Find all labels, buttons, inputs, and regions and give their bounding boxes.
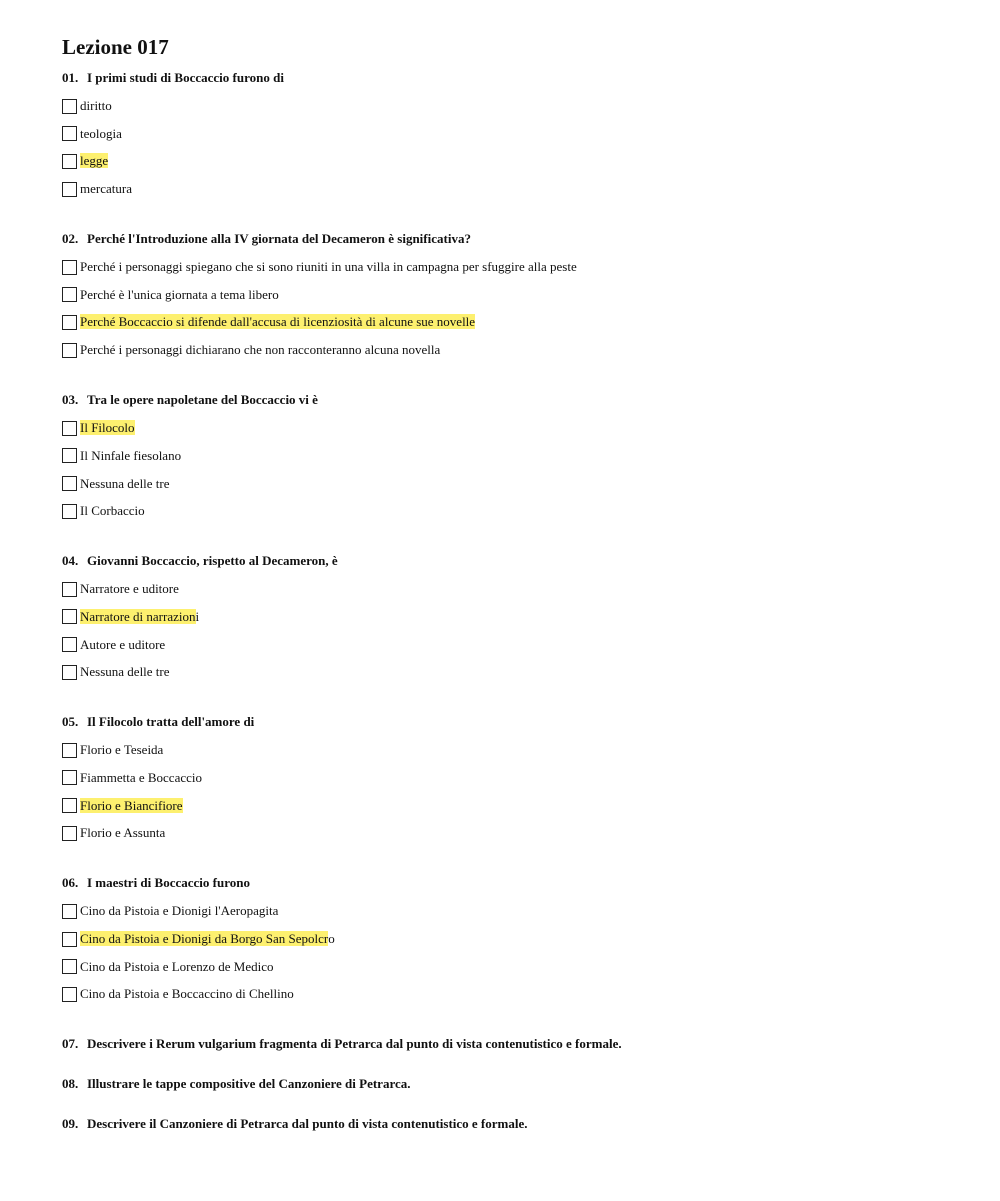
- answer-label: [80, 609, 199, 625]
- question-01: [62, 70, 962, 197]
- answer-option[interactable]: [62, 903, 962, 919]
- answer-label: [80, 798, 183, 814]
- answer-option[interactable]: [62, 931, 962, 947]
- answer-option[interactable]: [62, 798, 962, 814]
- answer-option[interactable]: [62, 637, 962, 653]
- answer-checkbox[interactable]: [62, 315, 77, 330]
- answer-label: [80, 664, 170, 680]
- question-heading: [62, 1116, 962, 1132]
- answer-label: [80, 259, 577, 275]
- answer-text: o: [328, 931, 335, 946]
- answer-option[interactable]: [62, 314, 962, 330]
- answer-option[interactable]: [62, 770, 962, 786]
- document-page: [62, 34, 962, 1156]
- question-number: 06.: [62, 875, 79, 891]
- answer-text: i: [195, 608, 200, 624]
- question-number: 01.: [62, 70, 79, 85]
- highlighted-answer-text: Perché Boccaccio si difende dall'accusa di licenziosità di alcune sue novelle: [80, 314, 476, 330]
- question-08: [62, 1076, 962, 1092]
- question-number: 03.: [62, 392, 79, 408]
- answer-checkbox[interactable]: [62, 182, 77, 197]
- answer-text: Autore e uditore: [80, 636, 166, 652]
- answer-checkbox[interactable]: [62, 260, 77, 275]
- answer-label: [80, 742, 163, 758]
- answer-option[interactable]: [62, 476, 962, 492]
- answer-option[interactable]: [62, 259, 962, 275]
- question-heading: [62, 1036, 962, 1052]
- answer-text: Cino da Pistoia e Dionigi l'Aeropagita: [80, 903, 279, 919]
- answer-label: [80, 126, 122, 142]
- answer-option[interactable]: [62, 420, 962, 436]
- answer-text: diritto: [80, 98, 112, 113]
- question-02: [62, 231, 962, 358]
- answer-checkbox[interactable]: [62, 421, 77, 436]
- answer-label: [80, 959, 274, 975]
- answer-label: [80, 581, 179, 597]
- answer-text: Cino da Pistoia e Lorenzo de Medico: [80, 958, 274, 974]
- answer-label: [80, 98, 112, 114]
- answer-checkbox[interactable]: [62, 904, 77, 919]
- question-number: 02.: [62, 231, 79, 247]
- answer-text: mercatura: [80, 181, 132, 197]
- question-number: 04.: [62, 553, 79, 569]
- question-04: [62, 553, 962, 680]
- answer-label: [80, 181, 132, 197]
- question-heading: [62, 714, 962, 730]
- question-text: Tra le opere napoletane del Boccaccio vi è: [87, 392, 318, 408]
- answer-option[interactable]: [62, 609, 962, 625]
- answer-text: Nessuna delle tre: [80, 475, 170, 491]
- question-text: Giovanni Boccaccio, rispetto al Decameron, è: [87, 553, 338, 569]
- question-text: Illustrare le tappe compositive del Canzoniere di Petrarca.: [87, 1076, 411, 1092]
- highlighted-answer-text: legge: [80, 153, 109, 169]
- question-number: 05.: [62, 714, 79, 730]
- answer-checkbox[interactable]: [62, 987, 77, 1002]
- answer-checkbox[interactable]: [62, 343, 77, 358]
- answer-label: [80, 153, 108, 169]
- answer-text: teologia: [80, 125, 122, 141]
- answer-checkbox[interactable]: [62, 287, 77, 302]
- answer-option[interactable]: [62, 287, 962, 303]
- answer-label: [80, 986, 294, 1002]
- answer-checkbox[interactable]: [62, 798, 77, 813]
- question-text: Il Filocolo tratta dell'amore di: [87, 714, 255, 730]
- answer-label: [80, 287, 279, 303]
- answer-option[interactable]: [62, 742, 962, 758]
- answer-option[interactable]: [62, 986, 962, 1002]
- answer-checkbox[interactable]: [62, 126, 77, 141]
- question-text: I maestri di Boccaccio furono: [87, 875, 250, 891]
- answer-checkbox[interactable]: [62, 504, 77, 519]
- answer-text: Perché i personaggi dichiarano che non racconteranno alcuna novella: [80, 342, 441, 358]
- answer-text: Perché è l'unica giornata a tema libero: [80, 286, 279, 302]
- answer-label: [80, 420, 135, 436]
- answer-option[interactable]: [62, 664, 962, 680]
- answer-option[interactable]: [62, 503, 962, 519]
- question-09: [62, 1116, 962, 1132]
- answer-checkbox[interactable]: [62, 932, 77, 947]
- question-heading: [62, 1076, 962, 1092]
- page-title: Lezione 017: [62, 35, 169, 59]
- answer-label: [80, 476, 170, 492]
- answer-text: Cino da Pistoia e Boccaccino di Chellino: [80, 986, 294, 1002]
- answer-checkbox[interactable]: [62, 743, 77, 758]
- answer-checkbox[interactable]: [62, 448, 77, 463]
- answer-checkbox[interactable]: [62, 770, 77, 785]
- answer-text: Perché i personaggi spiegano che si sono riuniti in una villa in campagna per sfuggire alla peste: [80, 259, 577, 275]
- answer-checkbox[interactable]: [62, 637, 77, 652]
- answer-label: [80, 503, 145, 519]
- highlighted-answer-text: Il Filocolo: [80, 420, 135, 436]
- question-heading: [62, 553, 962, 569]
- question-text: Perché l'Introduzione alla IV giornata del Decameron è significativa?: [87, 231, 471, 247]
- answer-option[interactable]: [62, 448, 962, 464]
- answer-option[interactable]: [62, 825, 962, 841]
- answer-checkbox[interactable]: [62, 609, 77, 624]
- answer-checkbox[interactable]: [62, 476, 77, 491]
- question-text: I primi studi di Boccaccio furono di: [87, 70, 284, 85]
- question-heading: [62, 392, 962, 408]
- highlighted-answer-text: Narratore di narrazion: [80, 608, 196, 624]
- answer-label: [80, 314, 475, 330]
- answer-label: [80, 903, 278, 919]
- question-text: Descrivere il Canzoniere di Petrarca dal punto di vista contenutistico e formale.: [87, 1116, 528, 1132]
- answer-text: Narratore e uditore: [80, 581, 179, 597]
- question-06: [62, 875, 962, 1002]
- answer-checkbox[interactable]: [62, 826, 77, 841]
- question-heading: [62, 231, 962, 247]
- answer-text: Nessuna delle tre: [80, 664, 170, 680]
- question-list: [62, 70, 962, 1132]
- answer-label: [80, 825, 165, 841]
- answer-label: [80, 637, 165, 653]
- question-05: [62, 714, 962, 841]
- answer-checkbox[interactable]: [62, 99, 77, 114]
- answer-option[interactable]: [62, 181, 962, 197]
- answer-checkbox[interactable]: [62, 665, 77, 680]
- question-07: [62, 1036, 962, 1052]
- question-number: 09.: [62, 1116, 79, 1132]
- question-03: [62, 392, 962, 519]
- answer-option[interactable]: [62, 126, 962, 142]
- question-number: 08.: [62, 1076, 79, 1092]
- answer-label: [80, 342, 440, 358]
- answer-label: [80, 931, 335, 947]
- answer-option[interactable]: [62, 342, 962, 358]
- highlighted-answer-text: Florio e Biancifiore: [80, 797, 183, 813]
- question-heading: [62, 70, 962, 86]
- answer-label: [80, 448, 181, 464]
- answer-text: Florio e Teseida: [80, 742, 164, 758]
- answer-option[interactable]: [62, 581, 962, 597]
- answer-checkbox[interactable]: [62, 154, 77, 169]
- question-number: 07.: [62, 1036, 79, 1052]
- answer-option[interactable]: [62, 959, 962, 975]
- answer-label: [80, 770, 202, 786]
- answer-option[interactable]: [62, 153, 962, 169]
- question-heading: [62, 875, 962, 891]
- answer-option[interactable]: [62, 98, 962, 114]
- answer-text: Il Ninfale fiesolano: [80, 447, 182, 463]
- answer-text: Fiammetta e Boccaccio: [80, 769, 203, 785]
- answer-text: Il Corbaccio: [80, 503, 145, 519]
- question-text: Descrivere i Rerum vulgarium fragmenta di Petrarca dal punto di vista contenutistico e formale.: [87, 1036, 622, 1052]
- answer-checkbox[interactable]: [62, 959, 77, 974]
- answer-checkbox[interactable]: [62, 582, 77, 597]
- highlighted-answer-text: Cino da Pistoia e Dionigi da Borgo San Sepolcr: [80, 931, 329, 946]
- answer-text: Florio e Assunta: [80, 825, 166, 841]
